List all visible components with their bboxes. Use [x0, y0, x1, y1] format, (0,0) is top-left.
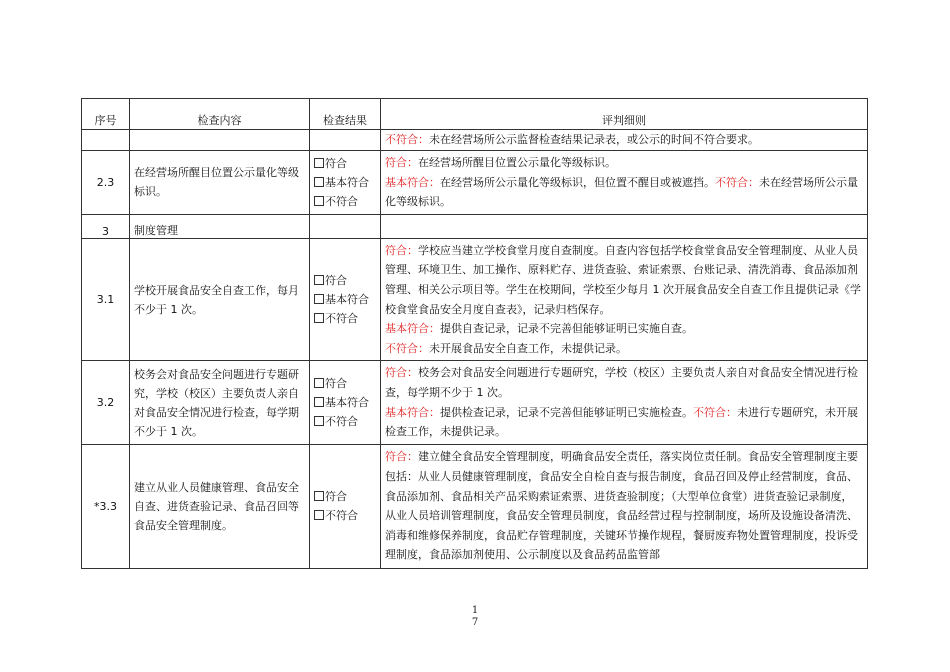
- result-options: [310, 444, 381, 568]
- header-result: 检查结果: [310, 99, 381, 130]
- checkbox-icon[interactable]: [314, 491, 324, 501]
- carry-over-row: [82, 130, 868, 151]
- checkbox-icon[interactable]: [314, 313, 324, 323]
- checkbox-icon[interactable]: [314, 177, 324, 187]
- section-row: [82, 214, 868, 238]
- page-number: 1 7: [471, 605, 479, 628]
- result-options: [310, 238, 381, 361]
- rule-cell: 符合：在经营场所醒目位置公示量化等级标识。 基本符合：在经营场所公示量化等级标识，但位置不醒目或被遮挡。不符合：未在经营场所公示量化等级标识。: [381, 151, 868, 215]
- option-nonconform[interactable]: 不符合: [314, 309, 376, 328]
- row-number: 3.2: [82, 361, 130, 444]
- option-conform[interactable]: 符合: [314, 271, 376, 290]
- row-content: 学校开展食品安全自查工作，每月不少于 1 次。: [130, 238, 310, 361]
- table-row: [82, 238, 868, 361]
- row-content: 建立从业人员健康管理、食品安全自查、进货查验记录、食品召回等食品安全管理制度。: [130, 444, 310, 568]
- rule-cell: 符合：校务会对食品安全问题进行专题研究，学校（校区）主要负责人亲自对食品安全情况进行检查，每学期不少于 1 次。 基本符合：提供检查记录，记录不完善但能够证明已实施检查。不符合：未进行专题研究，未开展检查工作，未提供记录。: [381, 361, 868, 444]
- table-row: [82, 361, 868, 444]
- carry-rule-cell: [381, 130, 868, 151]
- option-conform[interactable]: 符合: [314, 154, 376, 173]
- rule-cell: 符合：学校应当建立学校食堂月度自查制度。自查内容包括学校食堂食品安全管理制度、从业人员管理、环境卫生、加工操作、原料贮存、进货查验、索证索票、台账记录、清洗消毒、食品添加剂管理、相关公示项目等。学生在校期间，学校至少每月 1 次开展食品安全自查工作且提供记录《学校食堂食品安全月度自查表》，记录归档保存。 基本符合：提供自查记录，记录不完善但能够证明已实施自查。 不符合：未开展食品安全自查工作，未提供记录。: [381, 238, 868, 361]
- table-row: [82, 151, 868, 215]
- row-content: 在经营场所醒目位置公示量化等级标识。: [130, 151, 310, 215]
- row-number: 3.1: [82, 238, 130, 361]
- header-rule: 评判细则: [381, 99, 868, 130]
- rule-label: 不符合：: [385, 133, 429, 147]
- checkbox-icon[interactable]: [314, 397, 324, 407]
- result-options: [310, 361, 381, 444]
- row-number: 3: [82, 214, 130, 238]
- rule-cell: 符合：建立健全食品安全管理制度，明确食品安全责任，落实岗位责任制。食品安全管理制度主要包括：从业人员健康管理制度，食品安全自检自查与报告制度，食品召回及停止经营制度，食品、食品添加剂、食品相关产品采购索证索票、进货查验制度；（大型单位食堂）进货查验记录制度，从业人员培训管理制度，食品安全管理员制度，食品经营过程与控制制度，场所及设施设备清洗、消毒和维修保养制度，食品贮存管理制度，关键环节操作规程，餐厨废弃物处置管理制度，投诉受理制度，食品添加剂使用、公示制度以及食品药品监管部: [381, 444, 868, 568]
- checkbox-icon[interactable]: [314, 196, 324, 206]
- row-content: 校务会对食品安全问题进行专题研究，学校（校区）主要负责人亲自对食品安全情况进行检查，每学期不少于 1 次。: [130, 361, 310, 444]
- option-basic-conform[interactable]: 基本符合: [314, 290, 376, 309]
- option-basic-conform[interactable]: 基本符合: [314, 393, 376, 412]
- row-number: *3.3: [82, 444, 130, 568]
- section-title: 制度管理: [130, 214, 310, 238]
- checkbox-icon[interactable]: [314, 510, 324, 520]
- checkbox-icon[interactable]: [314, 378, 324, 388]
- option-nonconform[interactable]: 不符合: [314, 412, 376, 431]
- result-options: [310, 151, 381, 215]
- table-row: [82, 444, 868, 568]
- checkbox-icon[interactable]: [314, 294, 324, 304]
- table-header-row: [82, 99, 868, 130]
- option-conform[interactable]: 符合: [314, 374, 376, 393]
- header-no: 序号: [82, 99, 130, 130]
- row-number: 2.3: [82, 151, 130, 215]
- checkbox-icon[interactable]: [314, 416, 324, 426]
- inspection-table: [81, 98, 868, 569]
- option-nonconform[interactable]: 不符合: [314, 506, 376, 525]
- checkbox-icon[interactable]: [314, 275, 324, 285]
- option-nonconform[interactable]: 不符合: [314, 192, 376, 211]
- checkbox-icon[interactable]: [314, 158, 324, 168]
- header-content: 检查内容: [130, 99, 310, 130]
- option-conform[interactable]: 符合: [314, 487, 376, 506]
- rule-text: 未在经营场所公示监督检查结果记录表，或公示的时间不符合要求。: [429, 133, 759, 147]
- option-basic-conform[interactable]: 基本符合: [314, 173, 376, 192]
